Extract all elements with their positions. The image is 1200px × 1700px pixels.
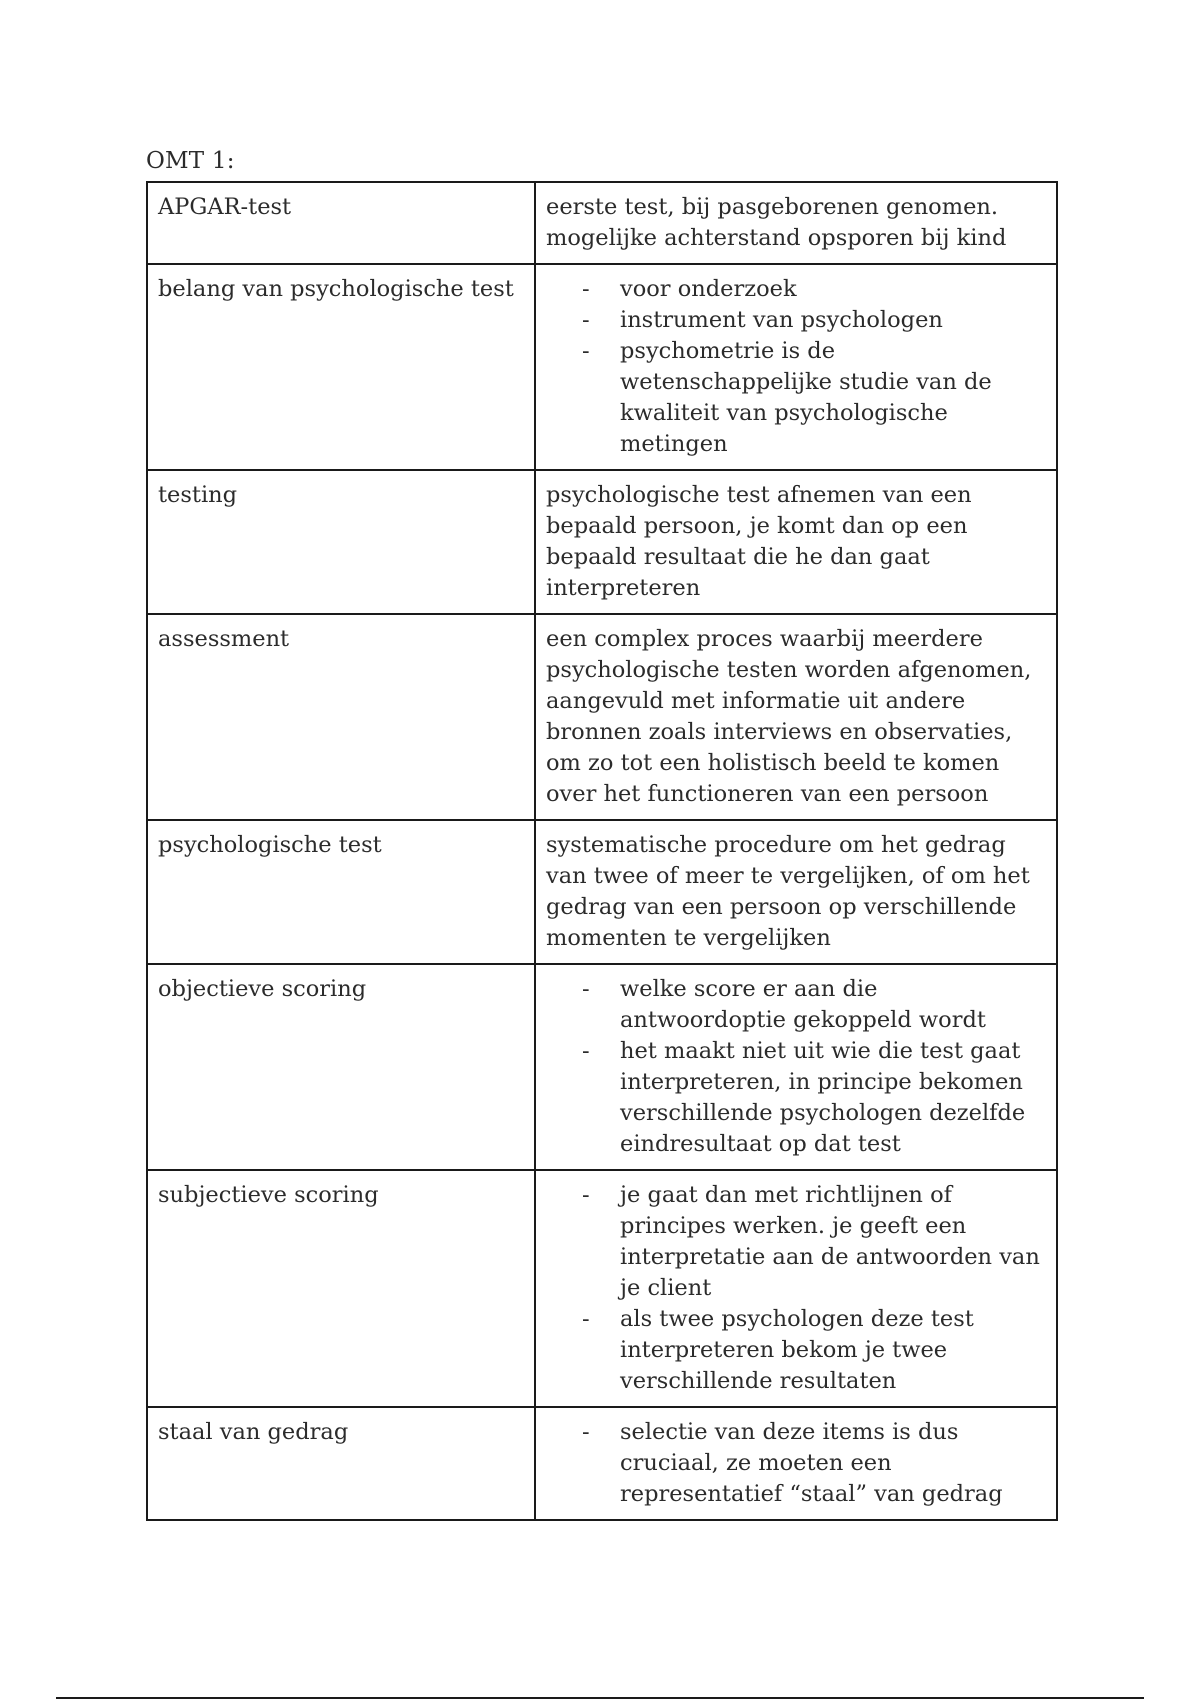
bullet-list: [546, 274, 1046, 460]
page-divider: [56, 1697, 1144, 1699]
table-row: [147, 1170, 1057, 1407]
term-cell: subjectieve scoring: [147, 1170, 535, 1407]
table-row: [147, 820, 1057, 964]
list-item: - als twee psychologen deze test interpreteren bekom je twee verschillende resultaten: [620, 1304, 1046, 1397]
list-item: - psychometrie is de wetenschappelijke studie van de kwaliteit van psychologische metingen: [620, 336, 1046, 460]
term-cell: staal van gedrag: [147, 1407, 535, 1520]
bullet-list: [546, 974, 1046, 1160]
term-cell: belang van psychologische test: [147, 264, 535, 470]
definition-cell: [535, 264, 1057, 470]
term-cell: testing: [147, 470, 535, 614]
term-cell: psychologische test: [147, 820, 535, 964]
list-item: - instrument van psychologen: [620, 305, 1046, 336]
term-cell: assessment: [147, 614, 535, 820]
definition-cell: [535, 964, 1057, 1170]
definition-cell: [535, 1407, 1057, 1520]
glossary-table: [146, 181, 1058, 1521]
definition-cell: psychologische test afnemen van een bepaald persoon, je komt dan op een bepaald resultaat die he dan gaat interpreteren: [535, 470, 1057, 614]
definition-cell: systematische procedure om het gedrag van twee of meer te vergelijken, of om het gedrag van een persoon op verschillende momenten te vergelijken: [535, 820, 1057, 964]
bullet-list: [546, 1417, 1046, 1510]
table-row: [147, 964, 1057, 1170]
term-cell: APGAR-test: [147, 182, 535, 264]
bullet-list: [546, 1180, 1046, 1397]
table-row: [147, 470, 1057, 614]
list-item: - voor onderzoek: [620, 274, 1046, 305]
table-row: [147, 1407, 1057, 1520]
table-row: [147, 614, 1057, 820]
list-item: - welke score er aan die antwoordoptie gekoppeld wordt: [620, 974, 1046, 1036]
definition-cell: een complex proces waarbij meerdere psychologische testen worden afgenomen, aangevuld met informatie uit andere bronnen zoals interviews en observaties, om zo tot een holistisch beeld te komen over het functioneren van een persoon: [535, 614, 1057, 820]
table-row: [147, 182, 1057, 264]
term-cell: objectieve scoring: [147, 964, 535, 1170]
list-item: - je gaat dan met richtlijnen of principes werken. je geeft een interpretatie aan de antwoorden van je client: [620, 1180, 1046, 1304]
definition-cell: eerste test, bij pasgeborenen genomen. mogelijke achterstand opsporen bij kind: [535, 182, 1057, 264]
definition-cell: [535, 1170, 1057, 1407]
table-row: [147, 264, 1057, 470]
list-item: - het maakt niet uit wie die test gaat interpreteren, in principe bekomen verschillende psychologen dezelfde eindresultaat op dat test: [620, 1036, 1046, 1160]
document-heading: OMT 1:: [146, 148, 235, 174]
list-item: - selectie van deze items is dus cruciaal, ze moeten een representatief “staal” van gedrag: [620, 1417, 1046, 1510]
